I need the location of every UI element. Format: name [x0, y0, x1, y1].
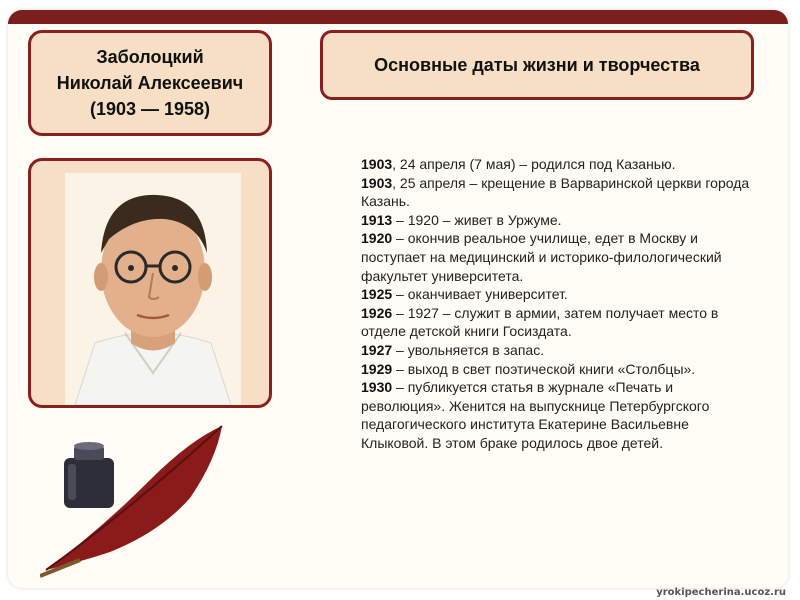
timeline-year: 1920: [361, 230, 393, 247]
timeline-list: [361, 155, 751, 453]
timeline-text: – окончив реальное училище, едет в Москву и поступает на медицинский и историко-филологический факультет университета.: [361, 230, 722, 284]
timeline-year: 1929: [361, 360, 393, 377]
author-given-names: Николай Алексеевич: [56, 73, 244, 93]
timeline-text: – оканчивает университет.: [392, 286, 568, 303]
timeline-entry: [361, 360, 751, 379]
timeline-year: 1913: [361, 211, 393, 228]
timeline-text: – публикуется статья в журнале «Печать и революция». Женится на выпускнице Петербургского педагогического института Екатерине Васильевне Клыковой. В этом браке родилось двое детей.: [361, 379, 710, 451]
timeline-text: , 25 апреля – крещение в Варваринской церкви города Казань.: [361, 174, 750, 210]
author-surname: Заболоцкий: [96, 47, 204, 67]
timeline-year: 1926: [361, 304, 393, 321]
timeline-entry: [361, 229, 751, 285]
timeline-text: – увольняется в запас.: [392, 341, 545, 358]
timeline-text: – выход в свет поэтической книги «Столбцы».: [392, 360, 696, 377]
watermark-text: yrokipecherina.ucoz.ru: [656, 587, 786, 598]
author-years: (1903 — 1958): [89, 99, 211, 119]
timeline-year: 1903: [361, 156, 393, 172]
timeline-entry: [361, 304, 751, 341]
timeline-entry: [361, 285, 751, 304]
section-title: Основные даты жизни и творчества: [374, 54, 700, 75]
timeline-entry: [361, 341, 751, 360]
timeline-year: 1903: [361, 174, 393, 191]
timeline-text: – 1920 – живет в Уржуме.: [392, 211, 562, 228]
author-name-box: [28, 30, 272, 136]
portrait-frame: [28, 158, 272, 408]
timeline-year: 1925: [361, 286, 393, 303]
section-title-box: [320, 30, 754, 100]
timeline-entry: [361, 155, 751, 174]
timeline-entry: [361, 211, 751, 230]
timeline-year: 1927: [361, 341, 393, 358]
timeline-text: – 1927 – служит в армии, затем получает место в отделе детской книги Госиздата.: [361, 304, 719, 340]
slide-top-bar: [8, 10, 788, 24]
timeline-year: 1930: [361, 379, 393, 396]
timeline-text: , 24 апреля (7 мая) – родился под Казанью.: [392, 156, 676, 172]
portrait-image: [65, 173, 241, 405]
inkwell-and-quill-icon: [40, 420, 240, 580]
timeline-entry: [361, 174, 751, 211]
timeline-entry: [361, 378, 751, 452]
